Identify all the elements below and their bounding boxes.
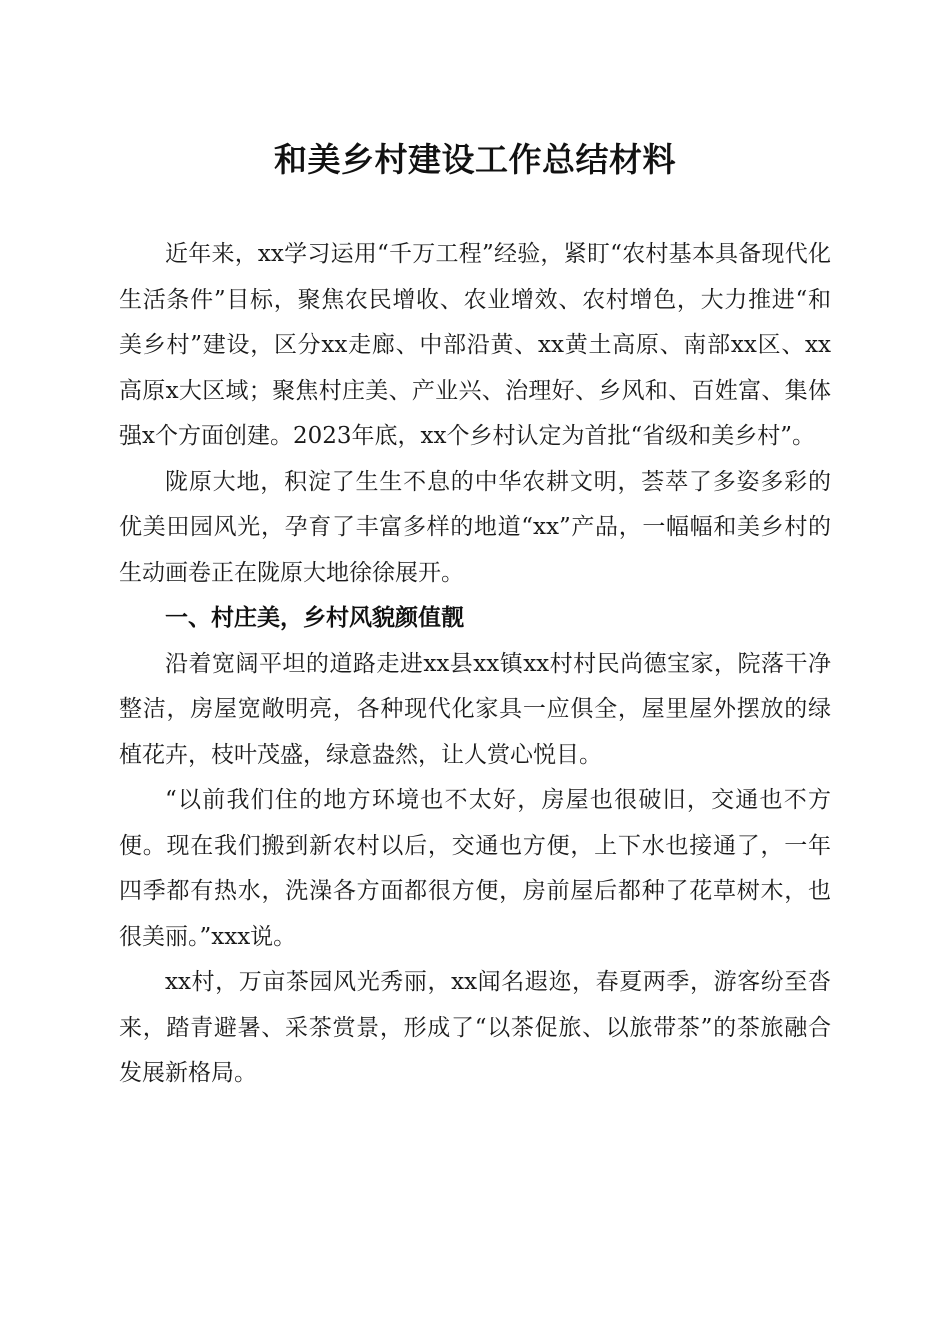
paragraph-longyuan: 陇原大地，积淀了生生不息的中华农耕文明，荟萃了多姿多彩的优美田园风光，孕育了丰富多样的地道“xx”产品，一幅幅和美乡村的生动画卷正在陇原大地徐徐展开。	[119, 468, 831, 586]
paragraph-village-visit: 沿着宽阔平坦的道路走进xx县xx镇xx村村民尚德宝家，院落干净整洁，房屋宽敞明亮，各种现代化家具一应俱全，屋里屋外摆放的绿植花卉，枝叶茂盛，绿意盎然，让人赏心悦目。	[119, 650, 831, 768]
paragraph-quote: “以前我们住的地方环境也不太好，房屋也很破旧，交通也不方便。现在我们搬到新农村以后，交通也方便，上下水也接通了，一年四季都有热水，洗澡各方面都很方便，房前屋后都种了花草树木，也很美丽。”xxx说。	[119, 787, 831, 950]
paragraph-tea-garden: xx村，万亩茶园风光秀丽，xx闻名遐迩，春夏两季，游客纷至沓来，踏青避暑、采茶赏景，形成了“以茶促旅、以旅带茶”的茶旅融合发展新格局。	[119, 969, 831, 1086]
paragraph-intro: 近年来，xx学习运用“千万工程”经验，紧盯“农村基本具备现代化生活条件”目标，聚焦农民增收、农业增效、农村增色，大力推进“和美乡村”建设，区分xx走廊、中部沿黄、xx黄土高原、南部xx区、xx高原x大区域；聚焦村庄美、产业兴、治理好、乡风和、百姓富、集体强x个方面创建。2023年底，xx个乡村认定为首批“省级和美乡村”。	[119, 241, 831, 449]
document-body	[119, 232, 831, 1097]
section-heading-1: 一、村庄美，乡村风貌颜值靓	[165, 605, 464, 631]
document-title: 和美乡村建设工作总结材料	[274, 140, 676, 179]
